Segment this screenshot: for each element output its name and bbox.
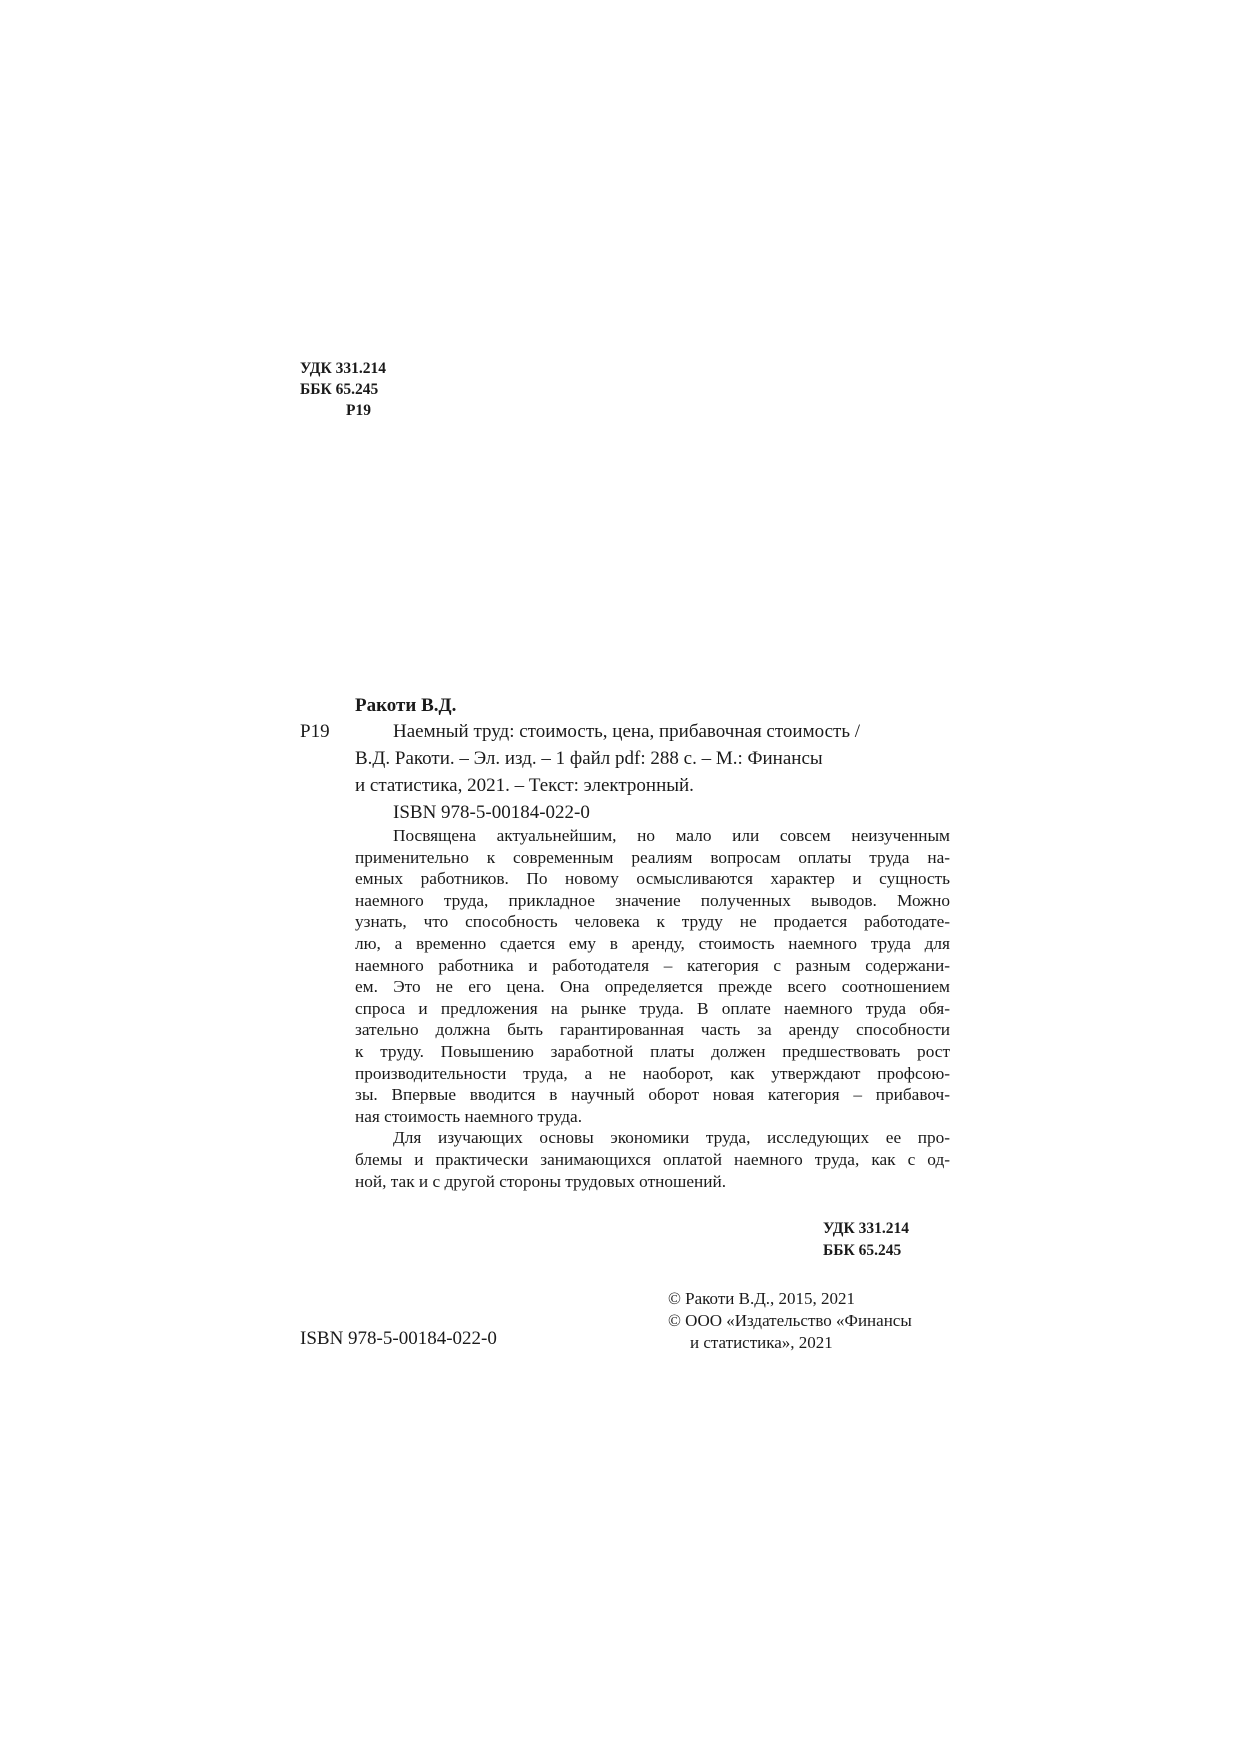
copyright-line: и статистика», 2021	[690, 1333, 833, 1352]
card-author: Ракоти В.Д.	[355, 695, 457, 716]
annotation-line: наемного труда, прикладное значение полученных выводов. Можно	[355, 890, 950, 910]
bottom-classification	[823, 1218, 909, 1262]
isbn-bottom: ISBN 978-5-00184-022-0	[300, 1328, 497, 1349]
annotation-line: Посвящена актуальнейшим, но мало или совсем неизученным	[393, 826, 950, 845]
udk-code: УДК 331.214	[300, 360, 386, 377]
annotation-line: спроса и предложения на рынке труда. В оплате наемного труда обя-	[355, 998, 950, 1018]
annotation-line: ная стоимость наемного труда.	[355, 1106, 583, 1126]
annotation-line: зательно должна быть гарантированная часть за аренду способности	[355, 1020, 950, 1040]
annotation	[355, 825, 950, 1192]
top-classification	[300, 358, 386, 421]
annotation-line: узнать, что способность человека к труду не продается работодате-	[355, 912, 950, 932]
biblio-line: В.Д. Ракоти. – Эл. изд. – 1 файл pdf: 288 с. – М.: Финансы	[355, 748, 823, 769]
bbk-code: ББК 65.245	[300, 381, 379, 398]
annotation-line: емных работников. По новому осмысливаются характер и сущность	[355, 869, 950, 889]
copyright-block	[668, 1288, 912, 1354]
annotation-line: производительности труда, а не наоборот, как утверждают профсою-	[355, 1063, 950, 1083]
audience-line: Для изучающих основы экономики труда, исследующих ее про-	[393, 1128, 950, 1148]
bibliographic-description	[355, 718, 955, 826]
audience-line: ной, так и с другой стороны трудовых отношений.	[355, 1171, 727, 1191]
annotation-line: к труду. Повышению заработной платы должен предшествовать рост	[355, 1041, 950, 1061]
biblio-line: и статистика, 2021. – Текст: электронный.	[355, 775, 694, 796]
card-isbn: ISBN 978-5-00184-022-0	[393, 802, 590, 823]
copyright-line: © ООО «Издательство «Финансы	[668, 1311, 912, 1330]
biblio-line: Наемный труд: стоимость, цена, прибавочная стоимость /	[393, 721, 861, 742]
annotation-line: ем. Это не его цена. Она определяется прежде всего соотношением	[355, 977, 950, 997]
card-author-mark: Р19	[300, 721, 330, 742]
udk-code: УДК 331.214	[823, 1220, 909, 1237]
annotation-line: применительно к современным реалиям вопросам оплаты труда на-	[355, 847, 950, 867]
annotation-line: наемного работника и работодателя – категория с разным содержани-	[355, 955, 950, 975]
copyright-line: © Ракоти В.Д., 2015, 2021	[668, 1289, 856, 1308]
annotation-line: зы. Впервые вводится в научный оборот новая категория – прибавоч-	[355, 1085, 950, 1105]
annotation-line: лю, а временно сдается ему в аренду, стоимость наемного труда для	[355, 933, 950, 953]
audience-line: блемы и практически занимающихся оплатой наемного труда, как с од-	[355, 1149, 950, 1169]
bbk-code: ББК 65.245	[823, 1242, 902, 1259]
author-mark: Р19	[346, 402, 371, 419]
